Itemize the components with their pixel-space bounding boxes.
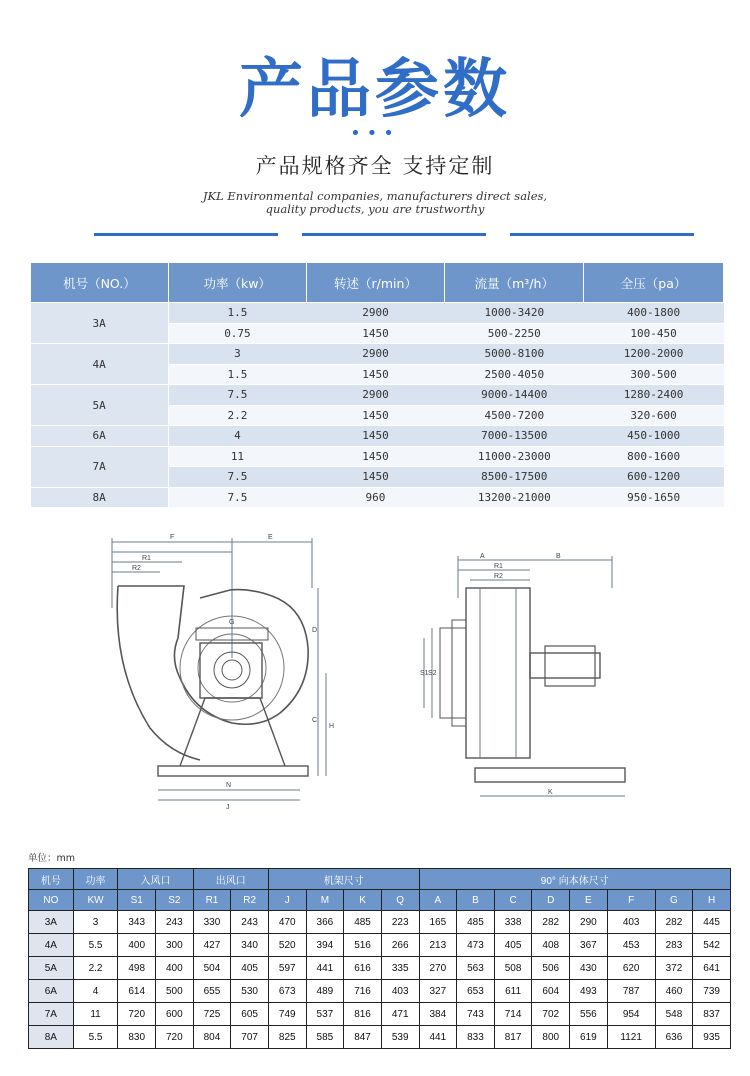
dimension-cell: 5A	[29, 957, 74, 980]
dimension-cell: 427	[193, 934, 231, 957]
dimension-cell: 847	[344, 1026, 382, 1049]
sub-header-cell: R1	[193, 890, 231, 911]
group-header-cell: 出风口	[193, 869, 268, 890]
group-header-cell: 入风口	[118, 869, 193, 890]
spec-cell: 950-1650	[584, 487, 724, 508]
dimension-cell: 520	[268, 934, 306, 957]
dimension-cell: 817	[494, 1026, 532, 1049]
spec-cell: 1450	[306, 323, 445, 344]
spec-cell: 800-1600	[584, 446, 724, 467]
dimension-cell: 725	[193, 1003, 231, 1026]
dimension-cell: 473	[457, 934, 495, 957]
group-header-cell: 机号	[29, 869, 74, 890]
dimension-cell: 600	[156, 1003, 194, 1026]
label-H: H	[329, 723, 335, 730]
dimension-cell: 282	[655, 911, 693, 934]
dimension-cell: 405	[494, 934, 532, 957]
dimension-cell: 343	[118, 911, 156, 934]
dimension-sub-header	[29, 890, 731, 911]
dimension-cell: 655	[193, 980, 231, 1003]
dimension-cell: 673	[268, 980, 306, 1003]
dimension-cell: 3A	[29, 911, 74, 934]
spec-cell: 960	[306, 487, 445, 508]
english-slogan	[0, 190, 750, 216]
dimension-cell: 243	[231, 911, 269, 934]
dimension-cell: 2.2	[73, 957, 118, 980]
spec-cell: 400-1800	[584, 303, 724, 324]
sub-header-cell: J	[268, 890, 306, 911]
spec-cell: 7000-13500	[445, 426, 584, 447]
spec-cell: 3	[168, 344, 306, 365]
dimension-cell: 489	[306, 980, 344, 1003]
dimension-cell: 611	[494, 980, 532, 1003]
label-K: K	[548, 789, 553, 796]
dimension-cell: 300	[156, 934, 194, 957]
dimension-row	[29, 934, 731, 957]
sub-header-cell: S2	[156, 890, 194, 911]
sub-header-cell: G	[655, 890, 693, 911]
dimension-cell: 460	[655, 980, 693, 1003]
spec-cell: 1280-2400	[584, 385, 724, 406]
spec-table	[30, 262, 724, 508]
sub-header-cell: R2	[231, 890, 269, 911]
dimension-cell: 338	[494, 911, 532, 934]
spec-cell: 7.5	[168, 467, 306, 488]
dimension-cell: 935	[693, 1026, 731, 1049]
spec-cell: 8500-17500	[445, 467, 584, 488]
sub-header-cell: C	[494, 890, 532, 911]
dimension-cell: 11	[73, 1003, 118, 1026]
dimension-cell: 4	[73, 980, 118, 1003]
label-J: J	[226, 804, 230, 811]
dimension-cell: 441	[419, 1026, 457, 1049]
decorative-dots: •••	[350, 123, 400, 144]
dimension-cell: 223	[381, 911, 419, 934]
dimension-row	[29, 957, 731, 980]
sub-header-cell: D	[532, 890, 570, 911]
group-header-cell: 90° 向本体尺寸	[419, 869, 731, 890]
spec-header-cell: 功率（kw）	[168, 263, 306, 303]
dimension-cell: 6A	[29, 980, 74, 1003]
dimension-cell: 556	[570, 1003, 608, 1026]
dimension-cell: 604	[532, 980, 570, 1003]
dimension-cell: 614	[118, 980, 156, 1003]
divider-bar-left	[94, 233, 278, 236]
fan-dimension-drawings	[0, 528, 750, 818]
dimension-cell: 165	[419, 911, 457, 934]
dimension-cell: 714	[494, 1003, 532, 1026]
dimension-cell: 636	[655, 1026, 693, 1049]
sub-header-cell: KW	[73, 890, 118, 911]
dimension-cell: 749	[268, 1003, 306, 1026]
spec-header-cell: 流量（m³/h）	[445, 263, 584, 303]
group-header-cell: 机架尺寸	[268, 869, 419, 890]
dimension-cell: 270	[419, 957, 457, 980]
sub-header-cell: H	[693, 890, 731, 911]
spec-row	[31, 303, 724, 324]
dimension-cell: 804	[193, 1026, 231, 1049]
spec-table-header	[31, 263, 724, 303]
label-C: C	[312, 717, 318, 724]
spec-header-cell: 转述（r/min）	[306, 263, 445, 303]
spec-cell: 7.5	[168, 487, 306, 508]
spec-header-cell: 机号（NO.）	[31, 263, 169, 303]
dimension-cell: 430	[570, 957, 608, 980]
dimension-cell: 837	[693, 1003, 731, 1026]
spec-cell: 2900	[306, 344, 445, 365]
dimension-cell: 500	[156, 980, 194, 1003]
dimension-cell: 366	[306, 911, 344, 934]
dimension-cell: 5.5	[73, 934, 118, 957]
spec-row	[31, 446, 724, 467]
spec-cell: 11	[168, 446, 306, 467]
dimension-cell: 493	[570, 980, 608, 1003]
dimension-cell: 498	[118, 957, 156, 980]
dimension-cell: 372	[655, 957, 693, 980]
spec-cell: 7.5	[168, 385, 306, 406]
spec-cell: 2900	[306, 303, 445, 324]
dimension-cell: 720	[118, 1003, 156, 1026]
unit-label: 单位：mm	[28, 853, 76, 864]
spec-model-cell: 7A	[31, 446, 169, 487]
label-side-R1: R1	[494, 563, 503, 570]
sub-header-cell: B	[457, 890, 495, 911]
dimension-cell: 335	[381, 957, 419, 980]
dimension-table	[28, 868, 731, 1049]
dimension-cell: 530	[231, 980, 269, 1003]
page-title: 产品参数	[239, 53, 511, 127]
dimension-cell: 283	[655, 934, 693, 957]
label-S1: S1	[420, 670, 429, 677]
dimension-cell: 825	[268, 1026, 306, 1049]
english-line-1: JKL Environmental companies, manufacturers direct sales,	[202, 189, 548, 203]
dimension-cell: 787	[607, 980, 655, 1003]
sub-header-cell: Q	[381, 890, 419, 911]
spec-cell: 1200-2000	[584, 344, 724, 365]
dimension-cell: 340	[231, 934, 269, 957]
spec-row	[31, 344, 724, 365]
sub-header-cell: A	[419, 890, 457, 911]
label-side-R2: R2	[494, 573, 503, 580]
dimension-cell: 266	[381, 934, 419, 957]
spec-cell: 4	[168, 426, 306, 447]
dimension-cell: 4A	[29, 934, 74, 957]
dimension-cell: 597	[268, 957, 306, 980]
dimension-cell: 384	[419, 1003, 457, 1026]
dimension-row	[29, 911, 731, 934]
label-S2: S2	[428, 670, 437, 677]
dimension-cell: 3	[73, 911, 118, 934]
divider-bar-right	[510, 233, 694, 236]
dimension-row	[29, 1003, 731, 1026]
spec-cell: 450-1000	[584, 426, 724, 447]
dimension-cell: 816	[344, 1003, 382, 1026]
dimension-cell: 282	[532, 911, 570, 934]
spec-cell: 600-1200	[584, 467, 724, 488]
spec-cell: 1450	[306, 405, 445, 426]
spec-cell: 2.2	[168, 405, 306, 426]
label-E: E	[268, 534, 273, 541]
spec-model-cell: 8A	[31, 487, 169, 508]
dimension-cell: 8A	[29, 1026, 74, 1049]
dimension-cell: 400	[118, 934, 156, 957]
spec-cell: 1.5	[168, 364, 306, 385]
front-view-drawing	[112, 538, 326, 800]
divider-bar-middle	[302, 233, 486, 236]
spec-header-cell: 全压（pa）	[584, 263, 724, 303]
dimension-cell: 707	[231, 1026, 269, 1049]
dimension-cell: 453	[607, 934, 655, 957]
spec-row	[31, 385, 724, 406]
dimension-cell: 702	[532, 1003, 570, 1026]
spec-cell: 0.75	[168, 323, 306, 344]
dimension-cell: 537	[306, 1003, 344, 1026]
dimension-cell: 619	[570, 1026, 608, 1049]
dimension-cell: 367	[570, 934, 608, 957]
dimension-row	[29, 1026, 731, 1049]
label-F: F	[170, 534, 175, 541]
dimension-cell: 408	[532, 934, 570, 957]
dimension-cell: 539	[381, 1026, 419, 1049]
dimension-cell: 743	[457, 1003, 495, 1026]
dimension-cell: 405	[231, 957, 269, 980]
dimension-cell: 954	[607, 1003, 655, 1026]
dimension-cell: 485	[344, 911, 382, 934]
dimension-cell: 290	[570, 911, 608, 934]
dimension-cell: 653	[457, 980, 495, 1003]
spec-cell: 100-450	[584, 323, 724, 344]
spec-cell: 300-500	[584, 364, 724, 385]
english-line-2: quality products, you are trustworthy	[265, 202, 485, 216]
dimension-cell: 7A	[29, 1003, 74, 1026]
sub-header-cell: E	[570, 890, 608, 911]
spec-row	[31, 487, 724, 508]
dimension-cell: 830	[118, 1026, 156, 1049]
spec-cell: 4500-7200	[445, 405, 584, 426]
spec-model-cell: 3A	[31, 303, 169, 344]
label-D: D	[312, 627, 318, 634]
label-A: A	[480, 553, 485, 560]
spec-cell: 1000-3420	[445, 303, 584, 324]
dimension-cell: 548	[655, 1003, 693, 1026]
dimension-cell: 243	[156, 911, 194, 934]
sub-header-cell: K	[344, 890, 382, 911]
dimension-cell: 403	[607, 911, 655, 934]
label-G: G	[229, 619, 235, 626]
spec-cell: 1450	[306, 364, 445, 385]
sub-header-cell: F	[607, 890, 655, 911]
dimension-cell: 1121	[607, 1026, 655, 1049]
dimension-cell: 585	[306, 1026, 344, 1049]
sub-header-cell: M	[306, 890, 344, 911]
dimension-cell: 542	[693, 934, 731, 957]
spec-cell: 11000-23000	[445, 446, 584, 467]
group-header-cell: 功率	[73, 869, 118, 890]
dimension-cell: 508	[494, 957, 532, 980]
side-view-drawing	[424, 556, 625, 796]
dimension-cell: 441	[306, 957, 344, 980]
dimension-cell: 506	[532, 957, 570, 980]
spec-model-cell: 5A	[31, 385, 169, 426]
spec-cell: 1450	[306, 446, 445, 467]
label-R1: R1	[142, 555, 151, 562]
label-N: N	[226, 782, 232, 789]
dimension-cell: 400	[156, 957, 194, 980]
dimension-cell: 833	[457, 1026, 495, 1049]
dimension-cell: 485	[457, 911, 495, 934]
label-B: B	[556, 553, 561, 560]
dimension-cell: 620	[607, 957, 655, 980]
spec-cell: 1450	[306, 426, 445, 447]
dimension-row	[29, 980, 731, 1003]
label-R2: R2	[132, 565, 141, 572]
spec-cell: 13200-21000	[445, 487, 584, 508]
spec-cell: 320-600	[584, 405, 724, 426]
dimension-cell: 800	[532, 1026, 570, 1049]
dimension-cell: 720	[156, 1026, 194, 1049]
dimension-cell: 394	[306, 934, 344, 957]
dimension-cell: 471	[381, 1003, 419, 1026]
dimension-cell: 516	[344, 934, 382, 957]
dimension-cell: 605	[231, 1003, 269, 1026]
dimension-cell: 445	[693, 911, 731, 934]
dimension-cell: 5.5	[73, 1026, 118, 1049]
dimension-cell: 504	[193, 957, 231, 980]
dimension-cell: 330	[193, 911, 231, 934]
sub-header-cell: NO	[29, 890, 74, 911]
dimension-group-header	[29, 869, 731, 890]
dimension-cell: 739	[693, 980, 731, 1003]
spec-row	[31, 426, 724, 447]
dimension-cell: 470	[268, 911, 306, 934]
spec-cell: 5000-8100	[445, 344, 584, 365]
dimension-cell: 213	[419, 934, 457, 957]
sub-header-cell: S1	[118, 890, 156, 911]
dimension-cell: 716	[344, 980, 382, 1003]
spec-cell: 9000-14400	[445, 385, 584, 406]
dimension-cell: 616	[344, 957, 382, 980]
spec-cell: 2500-4050	[445, 364, 584, 385]
page-subtitle: 产品规格齐全 支持定制	[255, 154, 495, 178]
spec-cell: 500-2250	[445, 323, 584, 344]
spec-model-cell: 4A	[31, 344, 169, 385]
dimension-cell: 327	[419, 980, 457, 1003]
dimension-cell: 641	[693, 957, 731, 980]
dimension-cell: 403	[381, 980, 419, 1003]
dimension-cell: 563	[457, 957, 495, 980]
spec-cell: 1450	[306, 467, 445, 488]
spec-cell: 1.5	[168, 303, 306, 324]
spec-model-cell: 6A	[31, 426, 169, 447]
spec-cell: 2900	[306, 385, 445, 406]
